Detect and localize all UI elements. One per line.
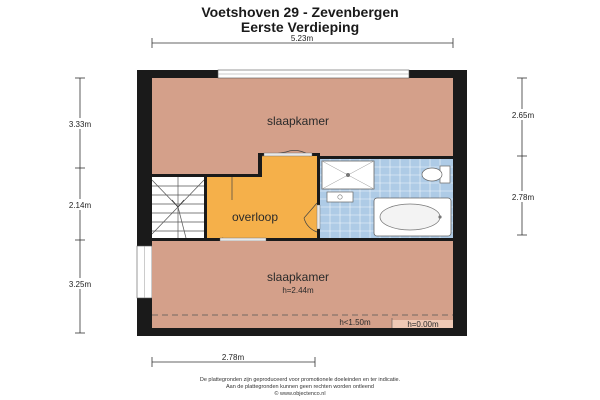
- window-left: [137, 246, 152, 298]
- floor-subtitle: Eerste Verdieping: [240, 19, 360, 35]
- left-mid-label: 2.14m: [68, 201, 92, 210]
- footer-rights: Aan de plattegronden kunnen geen rechten worden ontleend: [225, 384, 375, 390]
- bathroom: [320, 159, 453, 238]
- right-dimensions: [502, 78, 542, 235]
- left-dimensions: [60, 78, 100, 333]
- bottom-dimension: [152, 353, 315, 367]
- right-bottom-label: 2.78m: [511, 193, 535, 202]
- footer-disclaimer: De plattegronden zijn geproduceerd voor promotionele doeleinden en ter indicatie.: [199, 377, 401, 383]
- top-width-label: 5.23m: [290, 34, 314, 43]
- page-title: Voetshoven 29 - Zevenbergen: [201, 4, 399, 20]
- bedroom-bottom-height: h=2.44m: [282, 286, 314, 295]
- landing-label: overloop: [231, 210, 279, 224]
- left-bottom-label: 3.25m: [68, 280, 92, 289]
- bedroom-bottom-label: slaapkamer: [266, 270, 330, 284]
- bottom-width-label: 2.78m: [221, 353, 245, 362]
- window-top: [218, 70, 409, 78]
- sink-icon: [327, 192, 353, 202]
- low-ceiling-label: h<1.50m: [339, 318, 371, 327]
- footer-copyright: © www.objectenco.nl: [274, 391, 326, 397]
- drain-icon: [346, 173, 350, 177]
- zero-height-label: h=0.00m: [407, 320, 439, 329]
- right-top-label: 2.65m: [511, 111, 535, 120]
- bathtub-icon: [374, 198, 451, 236]
- top-dimension: [152, 34, 453, 48]
- bedroom-top-label: slaapkamer: [266, 114, 330, 128]
- left-top-label: 3.33m: [68, 120, 92, 129]
